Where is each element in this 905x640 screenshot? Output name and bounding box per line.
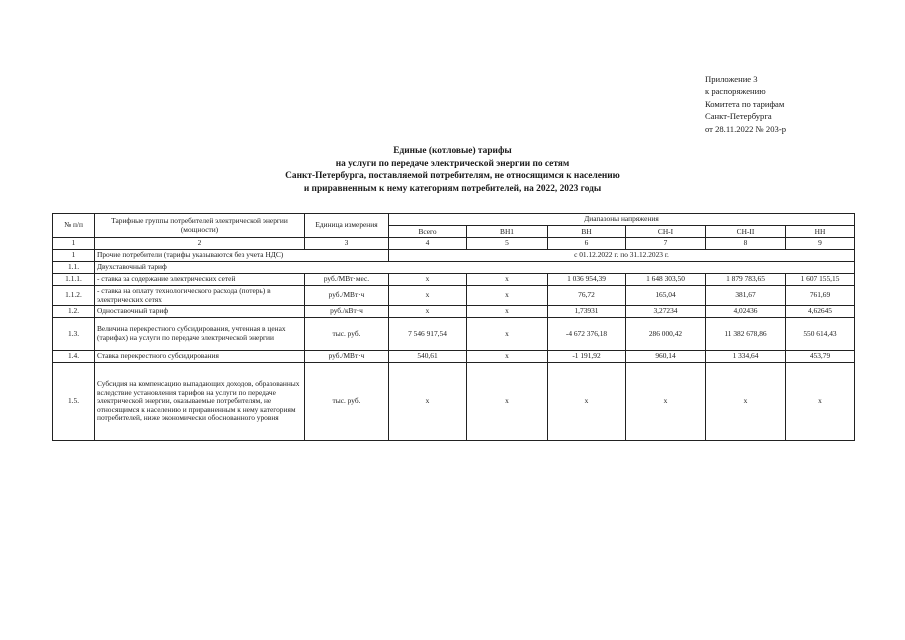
row-num: 1.2. — [53, 306, 95, 318]
row-name: Величина перекрестного субсидирования, учтенная в ценах (тарифах) на услуги по передаче электрической энергии — [95, 318, 305, 351]
row-value: 11 382 678,86 — [706, 318, 786, 351]
row-num: 1.4. — [53, 351, 95, 363]
table-row — [53, 274, 855, 286]
row-value: 3,27234 — [626, 306, 706, 318]
row-unit: тыс. руб. — [305, 363, 389, 441]
row-value: х — [467, 286, 548, 306]
column-number: 1 — [53, 238, 95, 250]
header-groups: Тарифные группы потребителей электрической энергии (мощности) — [95, 214, 305, 238]
row-value: -4 672 376,18 — [548, 318, 626, 351]
table-row — [53, 318, 855, 351]
row-name: - ставка за содержание электрических сетей — [95, 274, 305, 286]
row-value: 165,04 — [626, 286, 706, 306]
document-title — [0, 145, 905, 195]
header-voltage: СН-I — [626, 226, 706, 238]
row-value: х — [706, 363, 786, 441]
row-unit: руб./МВт·ч — [305, 351, 389, 363]
table-row — [53, 286, 855, 306]
row-unit: руб./кВт·ч — [305, 306, 389, 318]
row-num: 1 — [53, 250, 95, 262]
appendix-line: к распоряжению — [705, 86, 766, 97]
tariff-table — [52, 213, 855, 441]
row-num: 1.3. — [53, 318, 95, 351]
row-name: Одноставочный тариф — [95, 306, 305, 318]
row-unit: тыс. руб. — [305, 318, 389, 351]
row-value: 7 546 917,54 — [389, 318, 467, 351]
column-number: 3 — [305, 238, 389, 250]
title-line: и приравненным к нему категориям потребителей, на 2022, 2023 годы — [303, 183, 602, 194]
row-unit: руб./МВт·ч — [305, 286, 389, 306]
table-row — [53, 351, 855, 363]
row-num: 1.5. — [53, 363, 95, 441]
column-number: 8 — [706, 238, 786, 250]
column-number: 6 — [548, 238, 626, 250]
table-row — [53, 306, 855, 318]
table-row — [53, 363, 855, 441]
row-value: х — [626, 363, 706, 441]
section-row — [53, 250, 855, 262]
header-unit: Единица измерения — [305, 214, 389, 238]
appendix-note — [705, 73, 786, 135]
title-line: Единые (котловые) тарифы — [393, 146, 512, 156]
row-value: 4,62645 — [786, 306, 855, 318]
row-value: 540,61 — [389, 351, 467, 363]
row-value: 453,79 — [786, 351, 855, 363]
column-number: 2 — [95, 238, 305, 250]
column-number: 4 — [389, 238, 467, 250]
title-line: на услуги по передаче электрической энергии по сетям — [335, 158, 570, 169]
header-num: № п/п — [53, 214, 95, 238]
row-num: 1.1. — [53, 262, 95, 274]
section-name: Прочие потребители (тарифы указываются без учета НДС) — [95, 250, 389, 262]
row-value: х — [467, 318, 548, 351]
row-value: 960,14 — [626, 351, 706, 363]
appendix-line: Санкт-Петербурга — [705, 111, 772, 122]
row-value: 4,02436 — [706, 306, 786, 318]
row-value: 381,67 — [706, 286, 786, 306]
header-voltage: СН-II — [706, 226, 786, 238]
column-number-row — [53, 238, 855, 250]
row-num: 1.1.2. — [53, 286, 95, 306]
appendix-line: от 28.11.2022 № 203-р — [705, 123, 786, 134]
section-period: с 01.12.2022 г. по 31.12.2023 г. — [389, 250, 855, 262]
row-name: Ставка перекрестного субсидирования — [95, 351, 305, 363]
row-unit: руб./МВт·мес. — [305, 274, 389, 286]
row-value: х — [548, 363, 626, 441]
row-value: х — [786, 363, 855, 441]
row-value: 1,73931 — [548, 306, 626, 318]
column-number: 7 — [626, 238, 706, 250]
column-number: 9 — [786, 238, 855, 250]
title-line: Санкт-Петербурга, поставляемой потребителям, не относящимся к населению — [285, 171, 620, 182]
row-value: х — [389, 306, 467, 318]
row-value: х — [467, 306, 548, 318]
two-part-row — [53, 262, 855, 274]
row-value: 1 036 954,39 — [548, 274, 626, 286]
appendix-line: Приложение 3 — [705, 74, 758, 84]
row-num: 1.1.1. — [53, 274, 95, 286]
column-number: 5 — [467, 238, 548, 250]
row-value: х — [389, 363, 467, 441]
header-ranges: Диапазоны напряжения — [389, 214, 855, 226]
row-value: 286 000,42 — [626, 318, 706, 351]
header-voltage: Всего — [389, 226, 467, 238]
row-value: 1 607 155,15 — [786, 274, 855, 286]
row-value: -1 191,92 — [548, 351, 626, 363]
row-name: Двухставочный тариф — [95, 262, 855, 274]
row-value: х — [467, 363, 548, 441]
row-value: 1 648 303,50 — [626, 274, 706, 286]
row-value: х — [389, 274, 467, 286]
row-value: 761,69 — [786, 286, 855, 306]
header-voltage: НН — [786, 226, 855, 238]
row-value: х — [467, 351, 548, 363]
row-value: 1 334,64 — [706, 351, 786, 363]
row-value: 550 614,43 — [786, 318, 855, 351]
appendix-line: Комитета по тарифам — [705, 98, 785, 109]
row-value: 76,72 — [548, 286, 626, 306]
row-name: - ставка на оплату технологического расхода (потерь) в электрических сетях — [95, 286, 305, 306]
header-voltage: ВН1 — [467, 226, 548, 238]
row-value: х — [389, 286, 467, 306]
header-row — [53, 214, 855, 226]
header-voltage: ВН — [548, 226, 626, 238]
row-value: х — [467, 274, 548, 286]
row-value: 1 879 783,65 — [706, 274, 786, 286]
row-name: Субсидия на компенсацию выпадающих доходов, образованных вследствие установления тарифов на услуги по передаче электрической энергии, оказываемые потребителям, не относящимся к населению и приравненным к нему категориям потребителей, ниже экономически обоснованного уровня — [95, 363, 305, 441]
